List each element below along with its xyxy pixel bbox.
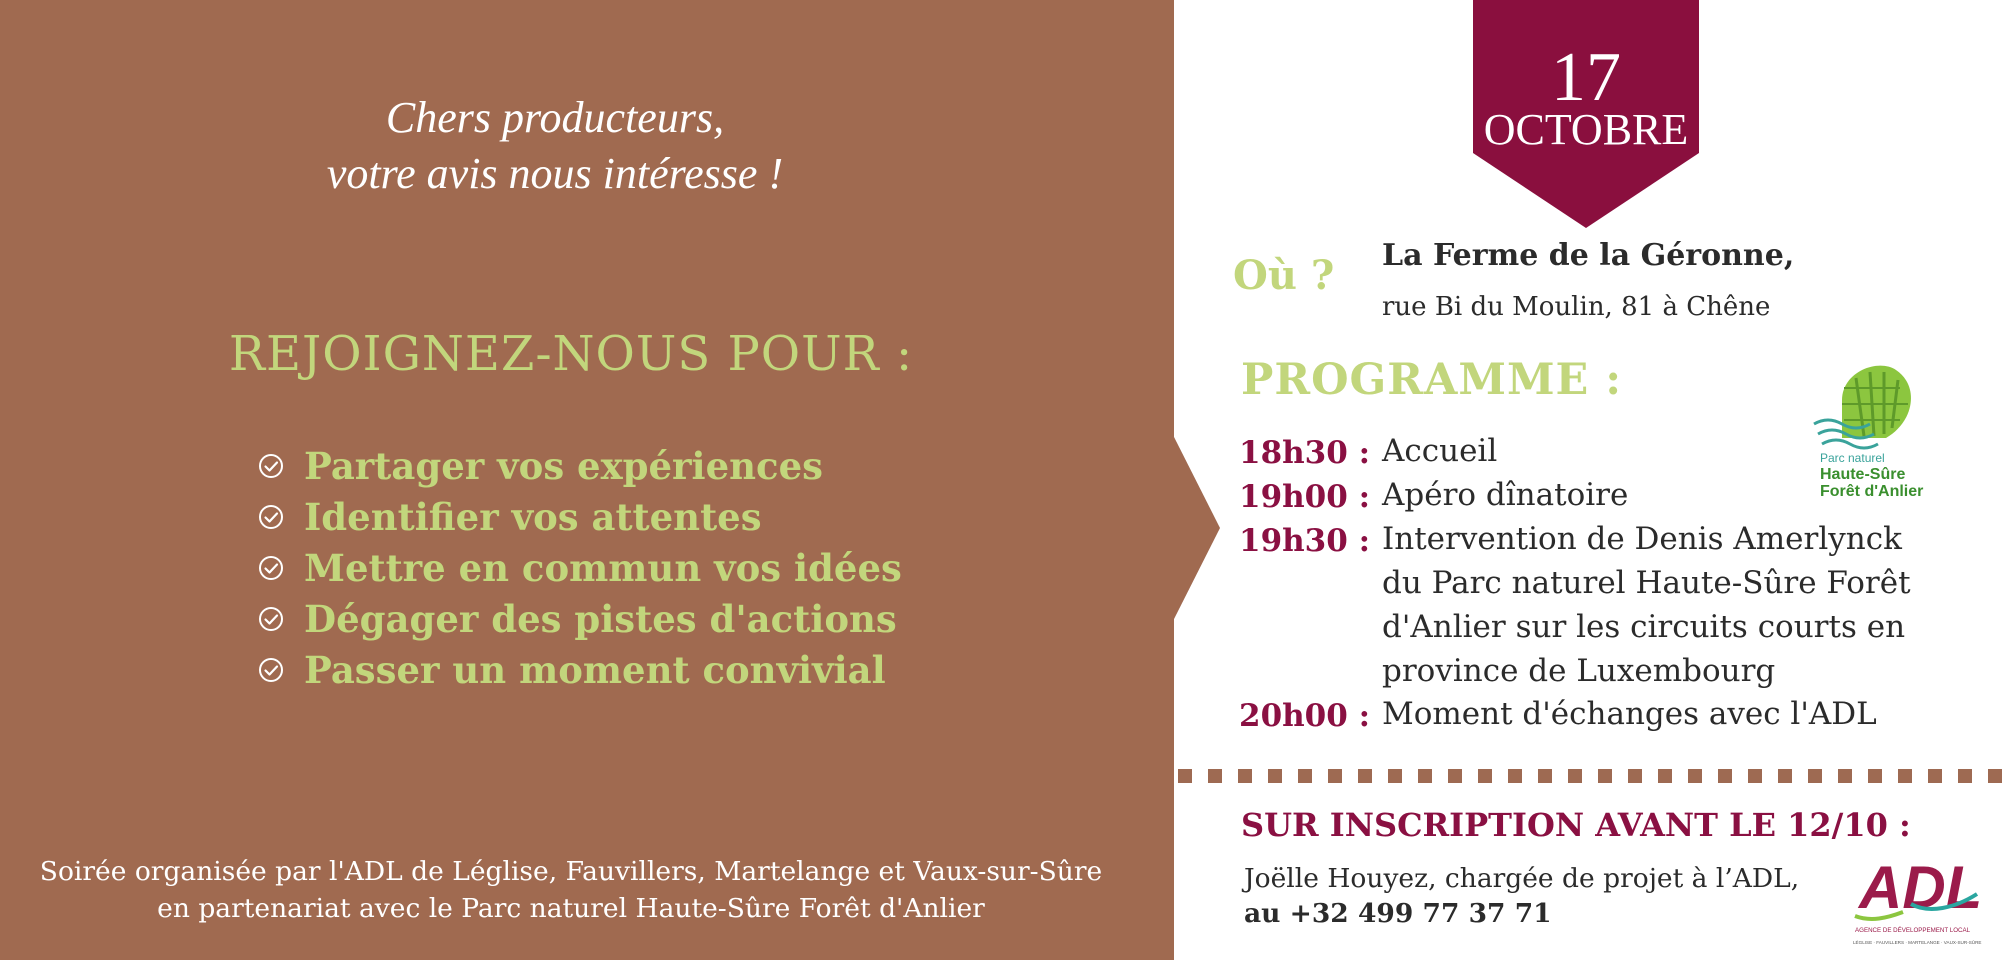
check-circle-icon <box>258 504 284 530</box>
goal-text: Dégager des pistes d'actions <box>304 596 897 641</box>
programme-time: 19h00 : <box>1239 479 1371 515</box>
panel-arrow <box>1172 433 1220 623</box>
venue-address: rue Bi du Moulin, 81 à Chêne <box>1382 292 1771 322</box>
goal-item <box>258 542 902 593</box>
goal-item <box>258 440 902 491</box>
contact-phone: au +32 499 77 37 71 <box>1244 898 1552 929</box>
programme-activity: Apéro dînatoire <box>1382 477 1629 513</box>
organizer-line-1: Soirée organisée par l'ADL de Léglise, Fauvillers, Martelange et Vaux-sur-Sûre <box>39 856 1103 887</box>
check-circle-icon <box>258 657 284 683</box>
dotted-separator <box>1178 769 2002 783</box>
programme-time: 20h00 : <box>1239 698 1371 734</box>
check-circle-icon <box>258 453 284 479</box>
parc-logo-line-3: Forêt d'Anlier <box>1820 483 1924 500</box>
organizer-line-2: en partenariat avec le Parc naturel Haute-Sûre Forêt d'Anlier <box>157 893 985 924</box>
goal-text: Mettre en commun vos idées <box>304 545 902 590</box>
registration-title: SUR INSCRIPTION AVANT LE 12/10 : <box>1241 806 1911 844</box>
adl-logo-name: ADL <box>1859 854 1983 921</box>
check-circle-icon <box>258 606 284 632</box>
goal-item <box>258 491 902 542</box>
programme-activity: Moment d'échanges avec l'ADL <box>1382 696 1877 732</box>
date-day: 17 <box>1551 39 1621 116</box>
programme-activity: d'Anlier sur les circuits courts en <box>1382 609 1906 645</box>
goal-text: Passer un moment convivial <box>304 647 886 692</box>
goal-text: Identifier vos attentes <box>304 494 762 539</box>
location-label: Où ? <box>1233 252 1335 299</box>
greeting-line-2: votre avis nous intéresse ! <box>326 149 784 198</box>
programme-time: 19h30 : <box>1239 523 1371 559</box>
greeting-line-1: Chers producteurs, <box>385 93 725 142</box>
date-month: OCTOBRE <box>1483 105 1689 154</box>
join-title: REJOIGNEZ-NOUS POUR : <box>228 326 914 382</box>
adl-logo <box>1851 852 1991 952</box>
programme-activity: province de Luxembourg <box>1382 653 1776 689</box>
programme-title: PROGRAMME : <box>1241 355 1623 405</box>
programme-activity: du Parc naturel Haute-Sûre Forêt <box>1382 565 1911 601</box>
programme-activity: Accueil <box>1382 433 1498 469</box>
goal-text: Partager vos expériences <box>304 443 823 488</box>
adl-logo-communes: LÉGLISE · FAUVILLERS · MARTELANGE · VAUX-SUR-SÛRE <box>1853 940 1982 945</box>
programme-time: 18h30 : <box>1239 435 1371 471</box>
contact-line-1: Joëlle Houyez, chargée de projet à l’ADL, <box>1244 863 1800 894</box>
parc-naturel-logo <box>1804 358 1944 506</box>
goal-item <box>258 644 902 695</box>
parc-logo-line-2: Haute-Sûre <box>1820 466 1906 483</box>
venue-name: La Ferme de la Géronne, <box>1382 238 1795 273</box>
parc-logo-line-1: Parc naturel <box>1820 451 1885 465</box>
goals-list <box>258 440 902 695</box>
programme-activity: Intervention de Denis Amerlynck <box>1382 521 1902 557</box>
goal-item <box>258 593 902 644</box>
check-circle-icon <box>258 555 284 581</box>
adl-logo-subtitle: AGENCE DE DÉVELOPPEMENT LOCAL <box>1855 927 1971 934</box>
